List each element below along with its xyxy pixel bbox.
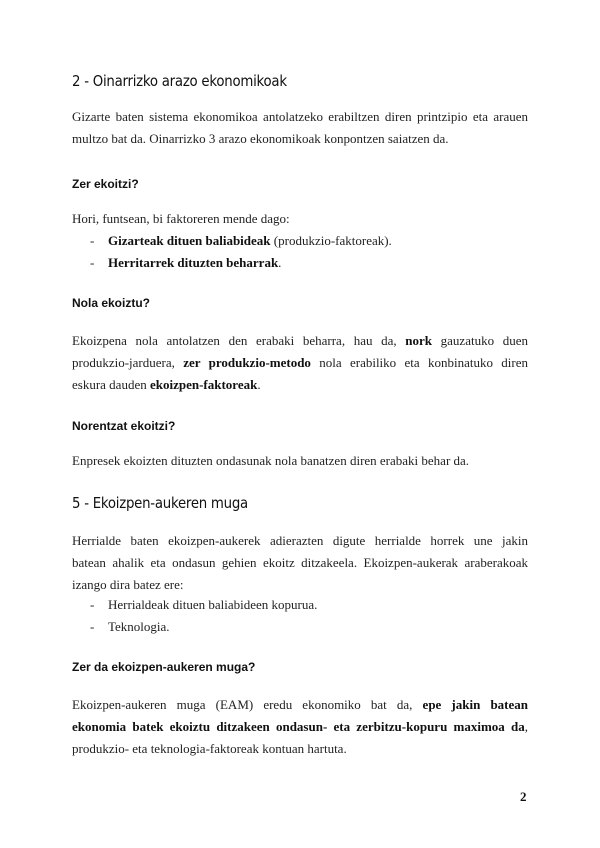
page-number: 2 (520, 789, 527, 804)
text-run: gauzatuko duen (432, 333, 528, 348)
list-item-bold: Herritarrek dituzten beharrak (108, 255, 279, 270)
intro-paragraph (72, 106, 528, 150)
text-run: , (524, 719, 528, 734)
paragraph-line (72, 716, 528, 738)
list-dash: - (90, 597, 95, 612)
list-item-rest: (produkzio-faktoreak). (270, 233, 392, 248)
text-run: . (257, 377, 261, 392)
how-to-produce-paragraph (72, 330, 528, 396)
text-run: nola erabiliko eta konbinatuko diren (310, 355, 528, 370)
paragraph-line (72, 330, 528, 352)
list-dash: - (90, 233, 95, 248)
text-run: produkzio-jarduera, (72, 355, 184, 370)
list-item-text: Teknologia. (108, 619, 170, 634)
list-item-bold: Gizarteak dituen baliabideak (108, 233, 271, 248)
list-dash: - (90, 619, 95, 634)
bold-run: zer produkzio-metodo (183, 355, 311, 370)
bold-run: ekoizpen-faktoreak (149, 377, 258, 392)
list-item (90, 230, 392, 252)
text-run: Ekoizpena nola antolatzen den erabaki beharra, hau da, (72, 333, 406, 348)
question-what-to-produce: Zer ekoitzi? (72, 177, 139, 191)
list-item-rest: . (278, 255, 282, 270)
list-item-text: Herrialdeak dituen baliabideen kopurua. (108, 597, 318, 612)
bold-run: nork (405, 333, 433, 348)
production-limit-paragraph (72, 530, 528, 596)
paragraph-line: izango dira batez ere: (72, 577, 184, 592)
bold-run: epe jakin batean (422, 697, 528, 712)
paragraph-line (72, 374, 528, 396)
paragraph-line: batean ahalik eta ondasun gehien ekoitz ditzakeela. Ekoizpen-aukerak araberakoak (72, 555, 528, 570)
limit-definition-paragraph (72, 694, 528, 760)
intro-line-1: Gizarte baten sistema ekonomikoa antolatzeko erabiltzen diren printzipio eta arauen (72, 109, 528, 124)
section-heading-production-limit: 5 - Ekoizpen-aukeren muga (72, 494, 248, 512)
what-to-produce-text: Hori, funtsean, bi faktoreren mende dago: (72, 211, 290, 226)
list-item (90, 252, 281, 274)
intro-line-2: multzo bat da. Oinarrizko 3 arazo ekonomikoak konpontzen saiatzen da. (72, 131, 449, 146)
paragraph-line (72, 352, 528, 374)
paragraph-line: produkzio- eta teknologia-faktoreak kontuan hartuta. (72, 741, 347, 756)
bold-run: ekonomia batek ekoiztu ditzakeen ondasun- eta zerbitzu-kopuru maximoa da (72, 719, 525, 734)
question-what-is-limit: Zer da ekoizpen-aukeren muga? (72, 660, 256, 674)
list-dash: - (90, 255, 95, 270)
list-item (90, 616, 170, 638)
question-how-to-produce: Nola ekoiztu? (72, 296, 151, 310)
for-whom-text: Enpresek ekoizten dituzten ondasunak nola banatzen diren erabaki behar da. (72, 453, 470, 468)
text-run: Ekoizpen-aukeren muga (EAM) eredu ekonomiko bat da, (72, 697, 423, 712)
section-heading-basic-problems: 2 - Oinarrizko arazo ekonomikoak (72, 72, 287, 90)
paragraph-line: Herrialde baten ekoizpen-aukerek adierazten digute herrialde horrek une jakin (72, 533, 528, 548)
list-item (90, 594, 317, 616)
text-run: eskura dauden (72, 377, 150, 392)
paragraph-line (72, 694, 528, 716)
question-for-whom: Norentzat ekoitzi? (72, 419, 176, 433)
